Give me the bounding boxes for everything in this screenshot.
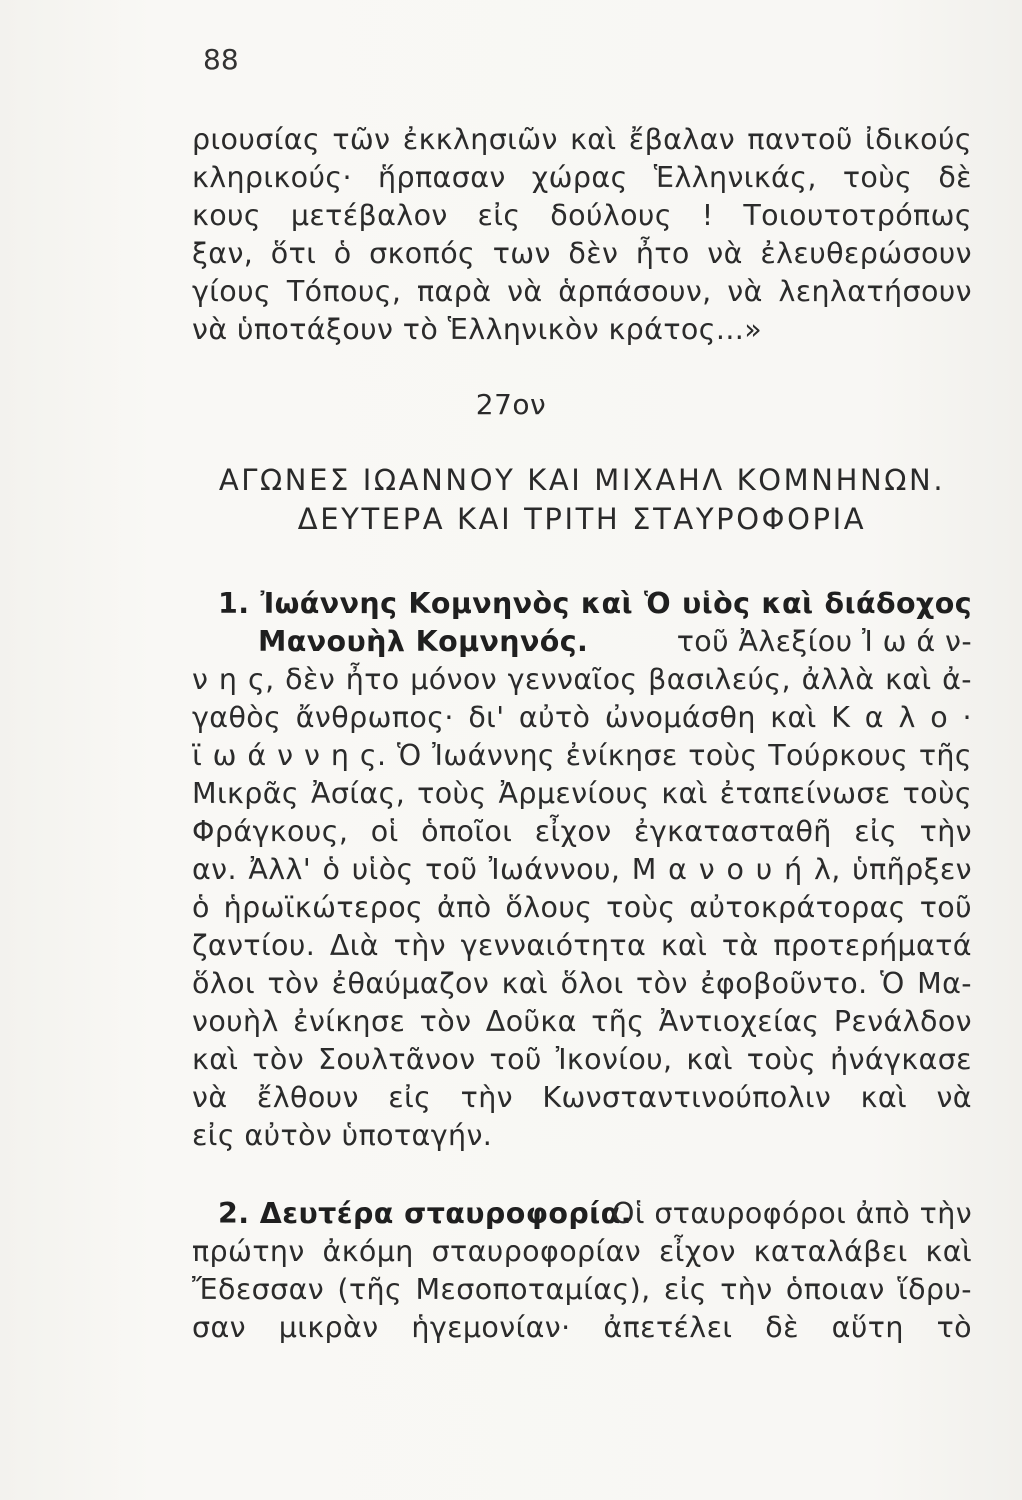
paragraph-line: εἰς αὐτὸν ὑποταγήν. bbox=[192, 1119, 493, 1152]
paragraph-line: πρώτην ἀκόμη σταυροφορίαν εἶχον καταλάβει καὶ bbox=[192, 1235, 972, 1268]
paragraph-line: Ἔδεσσαν (τῆς Μεσοποταμίας), εἰς τὴν ὁποιαν ἵδρυ- bbox=[192, 1273, 972, 1306]
paragraph-line: γίους Τόπους, παρὰ νὰ ἁρπάσουν, νὰ λεηλατήσουν bbox=[192, 275, 972, 308]
paragraph-line: ριουσίας τῶν ἐκκλησιῶν καὶ ἔβαλαν παντοῦ ἰδικούς bbox=[192, 123, 972, 156]
section-2-heading: 2. Δευτέρα σταυροφορία. bbox=[218, 1197, 632, 1230]
paragraph-line: νὰ ὑποτάξουν τὸ Ἑλληνικὸν κράτος...» bbox=[192, 313, 763, 346]
section-1-heading: 1. Ἰωάννης Κομνηνὸς καὶ Ὁ υἱὸς καὶ διάδοχος bbox=[218, 587, 972, 620]
paragraph-line: Μικρᾶς Ἀσίας, τοὺς Ἀρμενίους καὶ ἐταπείνωσε τοὺς bbox=[192, 777, 972, 810]
paragraph-line: ζαντίου. Διὰ τὴν γενναιότητα καὶ τὰ προτερήματά bbox=[192, 929, 972, 962]
paragraph-line: ξαν, ὅτι ὁ σκοπός των δὲν ἦτο νὰ ἐλευθερώσουν bbox=[192, 237, 972, 270]
paragraph-line: τοῦ Ἀλεξίου Ἰ ω ά ν- bbox=[676, 625, 972, 658]
paragraph-line: ὅλοι τὸν ἐθαύμαζον καὶ ὅλοι τὸν ἐφοβοῦντο. Ὁ Μα- bbox=[192, 967, 972, 1000]
paragraph-line: ν η ς, δὲν ἦτο μόνον γενναῖος βασιλεύς, ἀλλὰ καὶ ἀ- bbox=[192, 663, 972, 696]
paragraph-line: Οἱ σταυροφόροι ἀπὸ τὴν bbox=[612, 1197, 973, 1230]
paragraph-line: κους μετέβαλον εἰς δούλους ! Τοιουτοτρόπως bbox=[192, 199, 972, 232]
paragraph-line: σαν μικρὰν ἡγεμονίαν· ἀπετέλει δὲ αὕτη τὸ bbox=[192, 1311, 972, 1344]
page-number: 88 bbox=[203, 43, 239, 76]
chapter-title-line: ΔΕΥΤΕΡΑ ΚΑΙ ΤΡΙΤΗ ΣΤΑΥΡΟΦΟΡΙΑ bbox=[297, 502, 867, 536]
paragraph-line: αν. Ἀλλ' ὁ υἱὸς τοῦ Ἰωάννου, Μ α ν ο υ ή λ, ὑπῆρξεν bbox=[192, 853, 972, 886]
section-1-heading-continued: Μανουὴλ Κομνηνός. bbox=[258, 625, 589, 658]
paragraph-line: κληρικούς· ἥρπασαν χώρας Ἑλληνικάς, τοὺς δὲ bbox=[192, 161, 972, 194]
paragraph-line: καὶ τὸν Σουλτᾶνον τοῦ Ἰκονίου, καὶ τοὺς ἠνάγκασε bbox=[192, 1043, 972, 1076]
paragraph-line: νουὴλ ἐνίκησε τὸν Δοῦκα τῆς Ἀντιοχείας Ρενάλδον bbox=[192, 1005, 972, 1038]
paragraph-line: ὁ ἡρωϊκώτερος ἀπὸ ὅλους τοὺς αὐτοκράτορας τοῦ bbox=[192, 891, 972, 924]
chapter-number: 27ον bbox=[475, 388, 547, 421]
paragraph-line: νὰ ἔλθουν εἰς τὴν Κωνσταντινούπολιν καὶ νὰ bbox=[192, 1081, 972, 1114]
paragraph-line: Φράγκους, οἱ ὁποῖοι εἶχον ἐγκατασταθῆ εἰς τὴν bbox=[192, 815, 972, 848]
paragraph-line: γαθὸς ἄνθρωπος· δι' αὐτὸ ὠνομάσθη καὶ Κ α λ ο · bbox=[192, 701, 972, 734]
paragraph-line: ϊ ω ά ν ν η ς. Ὁ Ἰωάννης ἐνίκησε τοὺς Τούρκους τῆς bbox=[192, 739, 972, 772]
chapter-title-line: ΑΓΩΝΕΣ ΙΩΑΝΝΟΥ ΚΑΙ ΜΙΧΑΗΛ ΚΟΜΝΗΝΩΝ. bbox=[218, 463, 946, 497]
